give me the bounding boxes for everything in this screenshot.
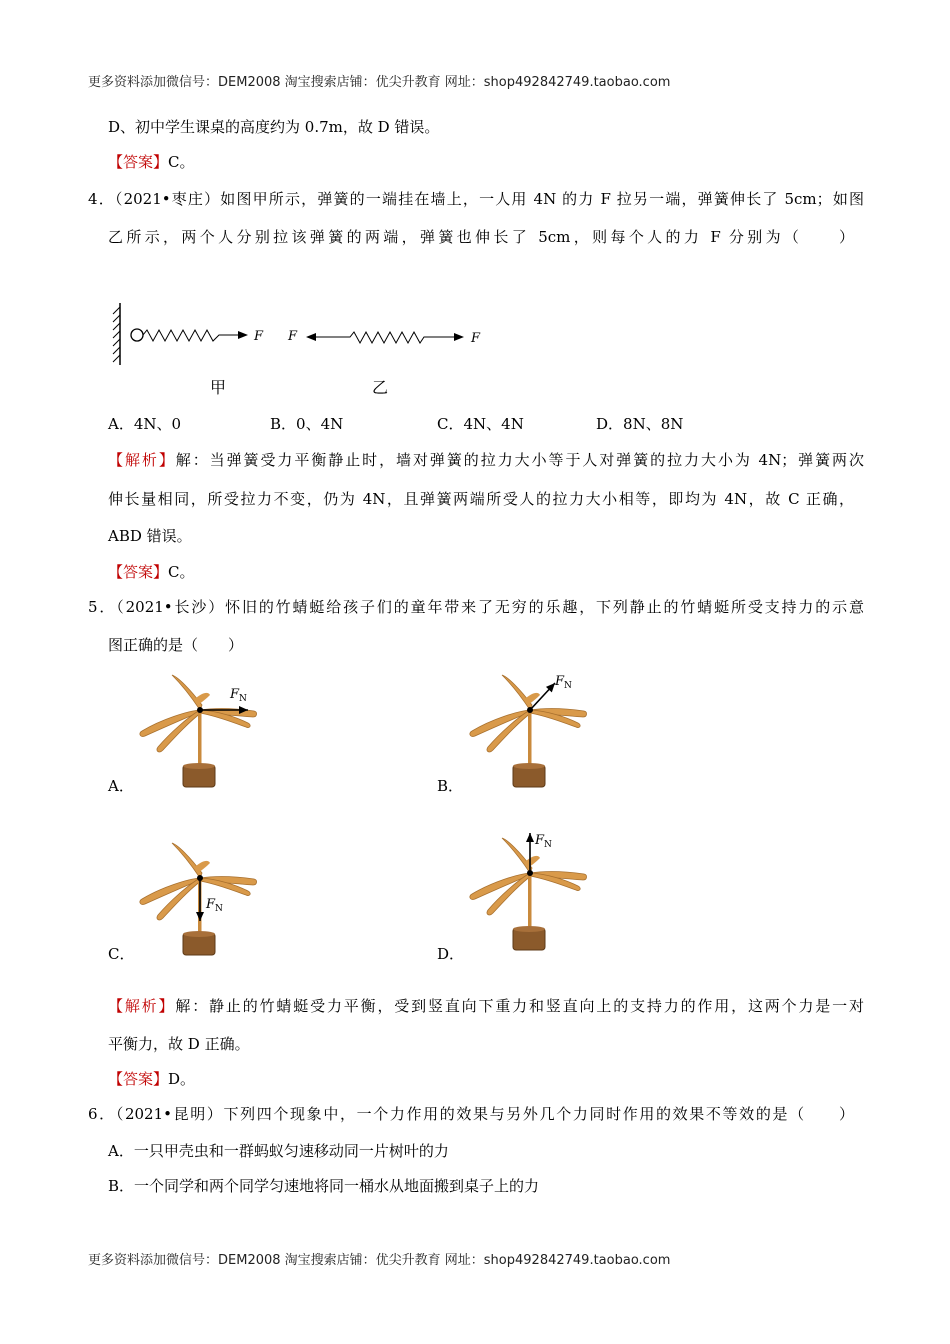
force-label-fn: $F_N$	[206, 897, 223, 914]
dragonfly-figure-d	[460, 828, 600, 958]
q6-option-b: B．一个同学和两个同学匀速地将同一桶水从地面搬到桌子上的力	[108, 1177, 540, 1195]
q5-stem-line1: 5．（2021•长沙）怀旧的竹蜻蜓给孩子们的童年带来了无穷的乐趣，下列静止的竹蜻蜓所受支持力的示意	[88, 598, 864, 616]
q4-option-c: C．4N、4N	[437, 415, 524, 433]
q4-option-a: A．4N、0	[108, 415, 182, 433]
q5-analysis-line1	[108, 996, 864, 1016]
q4-analysis-line1	[108, 450, 864, 470]
q5-option-b: B．	[437, 777, 464, 795]
q5-option-d: D．	[437, 945, 465, 963]
analysis-text: 解：当弹簧受力平衡静止时，墙对弹簧的拉力大小等于人对弹簧的拉力大小为 4N；弹簧两次	[175, 451, 864, 469]
q4-analysis-line3: ABD 错误。	[108, 527, 192, 545]
force-label-jia: F	[254, 329, 264, 344]
spring-figure	[100, 295, 500, 405]
page-header: 更多资料添加微信号：DEM2008 淘宝搜索店铺：优尖升教育 网址：shop492842749.taobao.com	[88, 75, 671, 90]
q5-answer	[108, 1069, 195, 1089]
q5-option-a: A．	[108, 777, 134, 795]
force-label-yi-right: F	[471, 331, 481, 346]
bamboo-dragonfly-icon	[470, 838, 587, 950]
dragonfly-figure-a	[130, 665, 270, 790]
q4-option-b: B．0、4N	[270, 415, 344, 433]
label-jia: 甲	[210, 378, 227, 397]
analysis-tag: 【解析】	[108, 451, 176, 469]
force-label-fn: $F_N$	[555, 674, 572, 691]
q6-option-a: A．一只甲壳虫和一群蚂蚁匀速移动同一片树叶的力	[108, 1142, 449, 1160]
prev-option-d: D、初中学生课桌的高度约为 0.7m，故 D 错误。	[108, 118, 440, 136]
label-yi: 乙	[372, 378, 389, 397]
answer-tag: 【答案】	[108, 153, 169, 171]
answer-value: C。	[168, 563, 195, 581]
page-footer: 更多资料添加微信号：DEM2008 淘宝搜索店铺：优尖升教育 网址：shop492842749.taobao.com	[88, 1253, 671, 1268]
dragonfly-figure-c	[130, 833, 270, 958]
q5-stem-line2: 图正确的是（ ）	[108, 636, 244, 654]
bamboo-dragonfly-icon	[470, 675, 587, 787]
analysis-text: 解：静止的竹蜻蜓受力平衡，受到竖直向下重力和竖直向上的支持力的作用，这两个力是一对	[175, 997, 864, 1015]
bamboo-dragonfly-icon	[140, 675, 257, 787]
force-label-fn: $F_N$	[230, 687, 247, 704]
q4-stem-line1: 4．（2021•枣庄）如图甲所示，弹簧的一端挂在墙上，一人用 4N 的力 F 拉另一端，弹簧伸长了 5cm；如图	[88, 190, 864, 208]
q4-option-d: D．8N、8N	[596, 415, 684, 433]
q4-analysis-line2: 伸长量相同，所受拉力不变，仍为 4N，且弹簧两端所受人的拉力大小相等，即均为 4N，故 C 正确，	[108, 490, 854, 508]
prev-answer	[108, 152, 195, 172]
q6-stem: 6．（2021•昆明）下列四个现象中，一个力作用的效果与另外几个力同时作用的效果不等效的是（ ）	[88, 1105, 854, 1123]
hook-ring-icon	[131, 329, 143, 341]
q5-option-c: C．	[108, 945, 135, 963]
answer-tag: 【答案】	[108, 563, 169, 581]
dragonfly-figure-b	[460, 665, 600, 790]
answer-value: D。	[168, 1070, 196, 1088]
analysis-tag: 【解析】	[108, 997, 176, 1015]
answer-value: C。	[168, 153, 195, 171]
q4-answer	[108, 562, 195, 582]
bamboo-dragonfly-icon	[140, 843, 257, 955]
answer-tag: 【答案】	[108, 1070, 169, 1088]
q5-analysis-line2: 平衡力，故 D 正确。	[108, 1035, 250, 1053]
force-label-yi-left: F	[288, 329, 298, 344]
force-label-fn: $F_N$	[535, 833, 552, 850]
q4-stem-line2: 乙所示，两个人分别拉该弹簧的两端，弹簧也伸长了 5cm，则每个人的力 F 分别为（ ）	[108, 228, 854, 246]
